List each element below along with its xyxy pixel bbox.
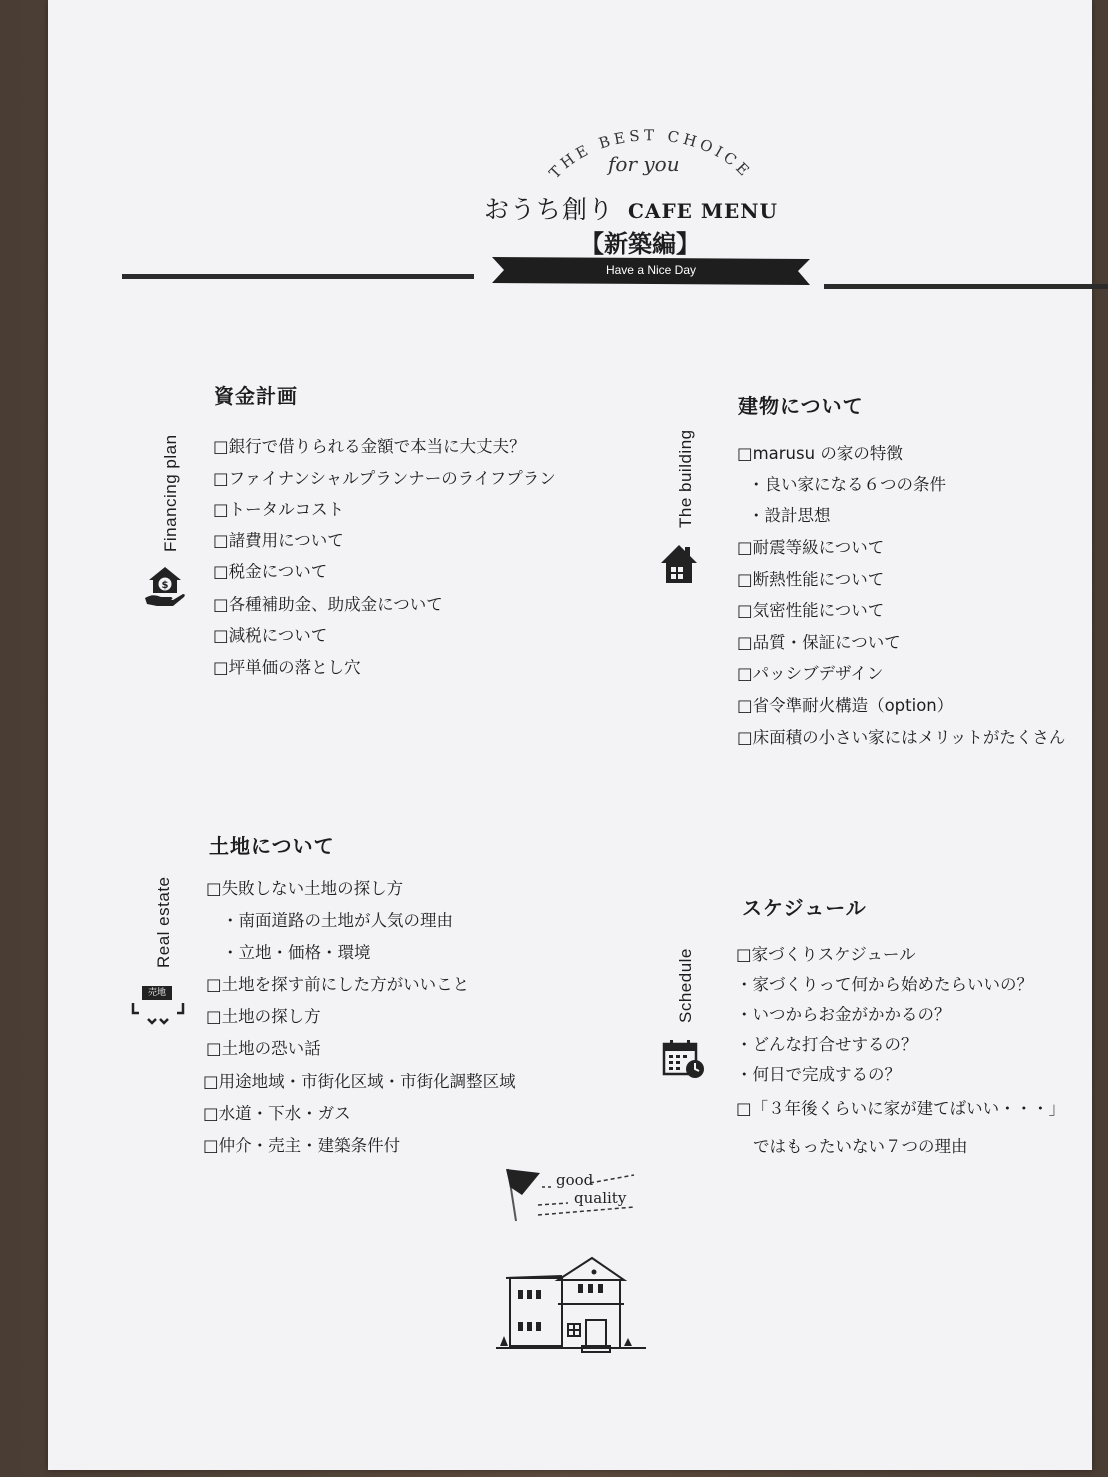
land-heading: 土地について [209, 834, 335, 858]
building-item: □品質・保証について [737, 633, 901, 652]
financing-item: □ファイナンシャルプランナーのライフプラン [213, 469, 556, 488]
financing-item: □諸費用について [213, 531, 344, 550]
schedule-item: □家づくりスケジュール [736, 945, 916, 964]
building-item: □省令準耐火構造（option） [737, 696, 954, 715]
building-item: □床面積の小さい家にはメリットがたくさん [737, 728, 1066, 747]
for-you-script: for you [608, 152, 680, 176]
building-item: ・良い家になる６つの条件 [748, 475, 946, 494]
land-item: ・立地・価格・環境 [222, 943, 371, 962]
schedule-item: ・いつからお金がかかるの？ [736, 1005, 951, 1024]
ribbon-text: Have a Nice Day [605, 263, 697, 277]
land-item: □土地の恐い話 [206, 1039, 321, 1058]
financing-item: □坪単価の落とし穴 [213, 658, 361, 677]
title-en: CAFE MENU [628, 199, 778, 223]
financing-item: □トータルコスト [213, 500, 345, 519]
building-item: □気密性能について [737, 601, 885, 620]
land-item: □土地の探し方 [206, 1007, 321, 1026]
land-vertical-label: Real estate [154, 876, 173, 968]
building-item: ・設計思想 [748, 506, 831, 525]
building-item: □パッシブデザイン [737, 664, 884, 683]
land-item: □失敗しない土地の探し方 [206, 879, 404, 898]
land-item: □仲介・売主・建築条件付 [203, 1136, 401, 1155]
flag-icon [500, 1163, 650, 1225]
divider-left [122, 274, 474, 279]
building-item: □marusu の家の特徴 [737, 444, 903, 463]
divider-right [824, 284, 1108, 289]
financing-item: □税金について [213, 562, 328, 581]
flag-text-good: good [556, 1171, 594, 1189]
financing-heading: 資金計画 [214, 384, 298, 408]
schedule-item: ・どんな打合せするの？ [736, 1035, 918, 1054]
schedule-heading: スケジュール [742, 896, 867, 920]
sign-text: 売地 [142, 986, 172, 1000]
flag-text-quality: quality [574, 1189, 627, 1207]
building-vertical-label: The building [676, 429, 695, 528]
land-item: □土地を探す前にした方がいいこと [206, 975, 470, 994]
schedule-item: ではもったいない７つの理由 [753, 1137, 968, 1156]
house-icon [661, 543, 697, 585]
svg-text:$: $ [161, 580, 169, 591]
schedule-item: ・何日で完成するの？ [736, 1065, 901, 1084]
land-item: ・南面道路の土地が人気の理由 [222, 911, 453, 930]
building-heading: 建物について [738, 394, 864, 418]
financing-item: □銀行で借りられる金額で本当に大丈夫？ [213, 437, 526, 456]
building-item: □断熱性能について [737, 570, 885, 589]
financing-vertical-label: Financing plan [161, 434, 180, 552]
building-item: □耐震等級について [737, 538, 885, 557]
schedule-vertical-label: Schedule [676, 948, 695, 1023]
house-illustration [496, 1254, 646, 1360]
menu-sheet [48, 0, 1092, 1470]
arc-text: THE BEST CHOICE [545, 126, 756, 183]
money-hand-icon [143, 565, 187, 609]
schedule-item: □「３年後くらいに家が建てばいい・・・」 [736, 1099, 1066, 1118]
land-item: □用途地域・市街化区域・市街化調整区域 [203, 1072, 516, 1091]
land-sale-sign-icon [130, 983, 186, 1027]
subtitle: 【新築編】 [580, 229, 700, 258]
menu-title [484, 190, 814, 226]
financing-item: □減税について [213, 626, 328, 645]
title-jp: おうち創り [484, 195, 615, 224]
schedule-item: ・家づくりって何から始めたらいいの？ [736, 975, 1033, 994]
calendar-clock-icon [662, 1038, 706, 1080]
land-item: □水道・下水・ガス [203, 1104, 351, 1123]
financing-item: □各種補助金、助成金について [213, 595, 443, 614]
